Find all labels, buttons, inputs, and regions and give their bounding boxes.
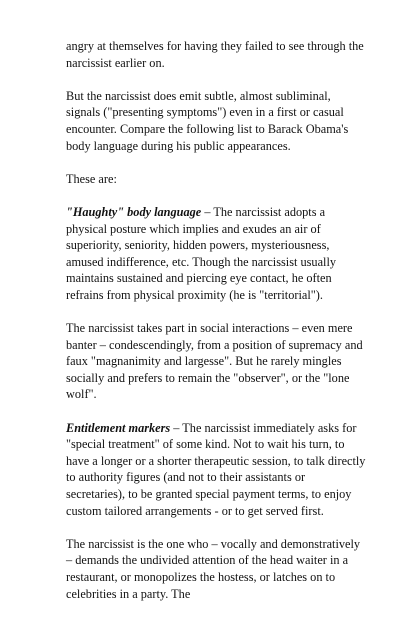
paragraph-continuation	[66, 38, 366, 71]
paragraph-lead-term: "Haughty" body language	[66, 204, 202, 219]
paragraph-text: But the narcissist does emit subtle, almost subliminal, signals ("presenting symptoms") even in a first or casual encounter. Compare the following list to Barack Obama's body language during his public appearances.	[66, 88, 349, 153]
paragraph-text: The narcissist is the one who – vocally and demonstratively – demands the undivided attention of the head waiter in a restaurant, or monopolizes the hostess, or latches on to celebrities in a party. The	[66, 536, 361, 601]
paragraph-text: The narcissist takes part in social interactions – even mere banter – condescendingly, from a position of supremacy and faux "magnanimity and largesse". But he rarely mingles socially and prefers to remain the "observer", or the "lone wolf".	[66, 321, 363, 402]
paragraph-list-intro	[66, 171, 366, 188]
paragraph-lead-term: Entitlement markers	[66, 420, 171, 435]
paragraph-entitlement-markers	[66, 420, 366, 520]
paragraph-haughty-body-language	[66, 204, 366, 304]
paragraph-subtle-signals	[66, 88, 366, 154]
paragraph-text: – The narcissist immediately asks for "special treatment" of some kind. Not to wait his turn, to have a longer or a shorter therapeutic session, to talk directly to authority figures (and not to their assistants or secretaries), to be granted special payment terms, to enjoy custom tailored arrangements - or to get served first.	[66, 420, 366, 518]
paragraph-text: – The narcissist adopts a physical posture which implies and exudes an air of superiority, seniority, hidden powers, mysteriousness, amused indifference, etc. Though the narcissist usually maintains sustained and piercing eye contact, he often refrains from physical proximity (he is "territorial").	[66, 204, 337, 302]
paragraph-social-interactions	[66, 320, 366, 403]
paragraph-text: These are:	[66, 171, 117, 186]
paragraph-text: angry at themselves for having they failed to see through the narcissist earlier on.	[66, 39, 364, 70]
paragraph-undivided-attention	[66, 536, 366, 602]
document-page	[66, 38, 366, 619]
